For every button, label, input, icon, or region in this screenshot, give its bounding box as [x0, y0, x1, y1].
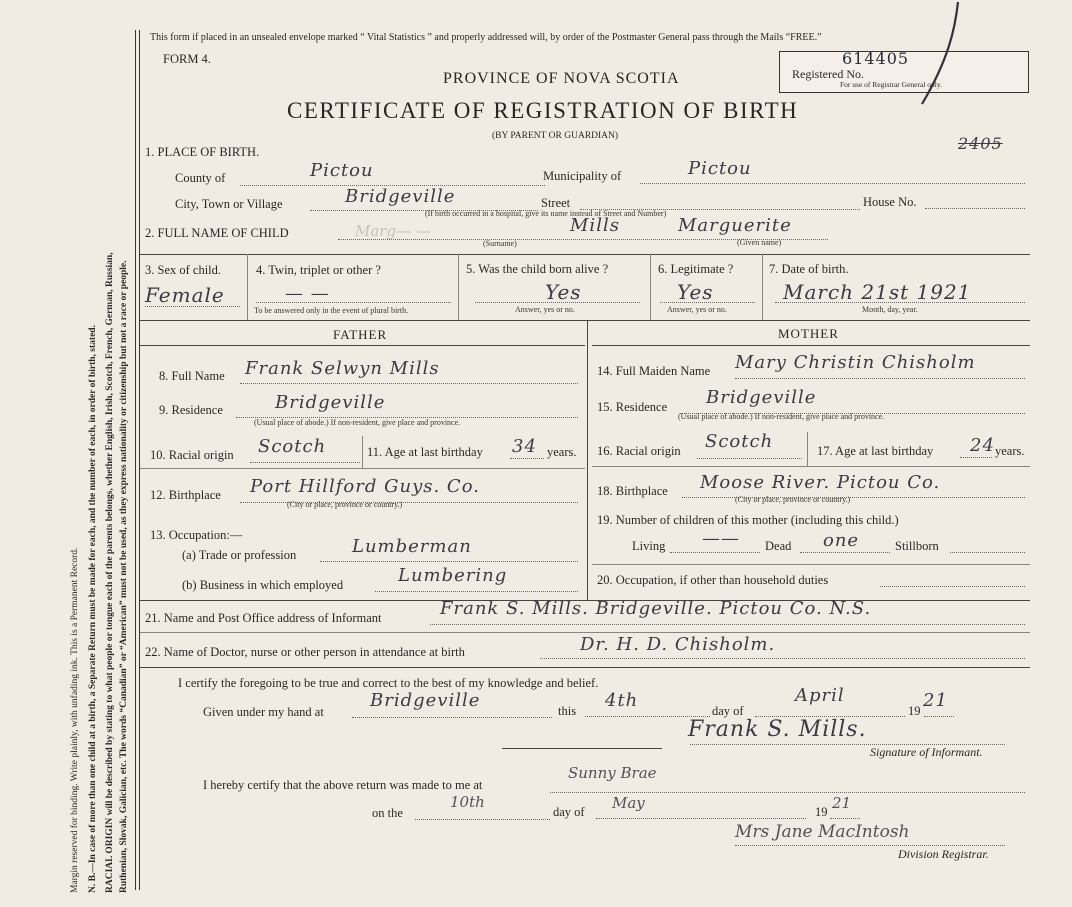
registrar-year-value: 21 — [832, 794, 852, 812]
this-label: this — [558, 704, 577, 718]
father-birthplace-label: 12. Birthplace — [150, 488, 221, 502]
registrar-day-of-label: day of — [553, 805, 585, 819]
business-line — [375, 591, 578, 592]
father-years-label: years. — [547, 445, 577, 459]
registrar-signature: Mrs Jane MacIntosh — [735, 822, 910, 842]
registrar-day-value: 10th — [450, 793, 485, 811]
crossed-number: 2405 — [958, 134, 1003, 153]
father-birthplace-value: Port Hillford Guys. Co. — [250, 476, 480, 497]
father-racial-rule — [140, 468, 585, 469]
informant-signature: Frank S. Mills. — [688, 717, 867, 742]
registrar-on-label: on the — [372, 806, 403, 820]
child-name-label: 2. FULL NAME OF CHILD — [145, 226, 289, 240]
registrar-place-line — [550, 792, 1025, 793]
alive-label: 5. Was the child born alive ? — [466, 262, 609, 276]
date-of-birth-value: March 21st 1921 — [783, 280, 972, 304]
legitimate-note: Answer, yes or no. — [667, 305, 727, 314]
living-value: —— — [702, 528, 740, 549]
dead-line — [800, 552, 890, 553]
mother-residence-label: 15. Residence — [597, 400, 668, 414]
child-row-divider — [247, 254, 248, 320]
child-row-divider — [650, 254, 651, 320]
municipality-label: Municipality of — [543, 169, 622, 183]
mother-rule — [592, 345, 1030, 346]
city-value: Bridgeville — [345, 186, 456, 207]
sex-label: 3. Sex of child. — [145, 263, 222, 277]
occupation-label: 13. Occupation:— — [150, 528, 243, 542]
date-line — [775, 302, 1025, 303]
form-number: FORM 4. — [163, 52, 211, 66]
registrar-month-line — [596, 818, 806, 819]
given-name-label: (Given name) — [737, 238, 782, 247]
given-under-label: Given under my hand at — [203, 705, 324, 719]
place-of-birth-label: 1. PLACE OF BIRTH. — [145, 145, 260, 159]
given-year-line — [924, 716, 954, 717]
alive-note: Answer, yes or no. — [515, 305, 575, 314]
certify-statement: I certify the foregoing to be true and correct to the best of my knowledge and belief. — [178, 676, 599, 690]
house-no-line — [925, 208, 1025, 209]
informant-signature-label: Signature of Informant. — [870, 745, 983, 759]
legitimate-value: Yes — [677, 280, 714, 304]
twin-note: To be answered only in the event of plural birth. — [254, 306, 409, 315]
date-of-birth-label: 7. Date of birth. — [769, 262, 849, 276]
hospital-note: (If birth occurred in a hospital, give its name instead of Street and Number) — [425, 209, 667, 218]
province-heading: PROVINCE OF NOVA SCOTIA — [443, 70, 680, 87]
child-row-bottom-rule — [140, 320, 1030, 321]
father-racial-value: Scotch — [258, 436, 327, 457]
city-label: City, Town or Village — [175, 197, 283, 211]
informant-value: Frank S. Mills. Bridgeville. Pictou Co. N.S. — [440, 598, 872, 619]
twin-line — [256, 302, 451, 303]
dead-label: Dead — [765, 539, 792, 553]
county-label: County of — [175, 171, 226, 185]
mother-birthplace-label: 18. Birthplace — [597, 484, 668, 498]
given-day-value: 4th — [605, 690, 639, 711]
mother-racial-value: Scotch — [705, 431, 774, 452]
margin-note-racial: RACIAL ORIGIN will be described by stating to what people or tongue each of the parents belongs, whether English, Irish, Scotch, French, German, Russian, — [105, 252, 115, 893]
registrar-day-line — [415, 819, 550, 820]
mother-occupation-line — [880, 586, 1025, 587]
twin-label: 4. Twin, triplet or other ? — [256, 263, 381, 277]
child-row-divider — [458, 254, 459, 320]
mother-children-rule — [592, 564, 1030, 565]
postal-notice: This form if placed in an unsealed envelope marked “ Vital Statistics ” and properly addressed will, by order of the Postmaster General pass through the Mails “FREE.” — [150, 32, 822, 43]
margin-border-inner — [139, 30, 140, 890]
street-label: Street — [541, 196, 571, 210]
father-heading: FATHER — [333, 327, 388, 342]
informant-rule — [140, 632, 1030, 633]
certificate-title: CERTIFICATE OF REGISTRATION OF BIRTH — [287, 98, 799, 123]
surname-label: (Surname) — [483, 239, 517, 248]
father-name-value: Frank Selwyn Mills — [245, 358, 440, 379]
informant-line — [430, 624, 1025, 625]
twin-value: — — — [285, 283, 330, 304]
business-value: Lumbering — [398, 565, 508, 586]
mother-birthplace-line — [682, 497, 1025, 498]
sex-line — [145, 306, 240, 307]
mother-heading: MOTHER — [778, 326, 839, 341]
mother-residence-value: Bridgeville — [706, 387, 817, 408]
given-month-value: April — [795, 685, 845, 706]
mother-racial-label: 16. Racial origin — [597, 444, 681, 458]
father-residence-note: (Usual place of abode.) If non-resident, give place and province. — [254, 418, 461, 427]
mother-age-value: 24 — [970, 435, 995, 456]
children-count-label: 19. Number of children of this mother (including this child.) — [597, 513, 899, 527]
mother-name-line — [735, 378, 1025, 379]
margin-note-binding: Margin reserved for binding. Write plainly, with unfading ink. This is a Permanent Record. — [70, 547, 80, 893]
informant-label: 21. Name and Post Office address of Informant — [145, 611, 382, 625]
mother-name-label: 14. Full Maiden Name — [597, 364, 711, 378]
alive-value: Yes — [545, 280, 582, 304]
child-surname: Mills — [570, 215, 620, 236]
father-age-value: 34 — [512, 436, 537, 457]
doctor-label: 22. Name of Doctor, nurse or other person in attendance at birth — [145, 645, 465, 659]
registrar-year-prefix: 19 — [815, 805, 828, 819]
mother-residence-note: (Usual place of abode.) If non-resident, give place and province. — [678, 412, 885, 421]
living-label: Living — [632, 539, 666, 553]
mother-age-label: 17. Age at last birthday — [817, 444, 934, 458]
trade-line — [320, 561, 578, 562]
margin-border — [135, 30, 136, 890]
trade-label: (a) Trade or profession — [182, 548, 297, 562]
house-no-label: House No. — [863, 195, 917, 209]
certificate-subtitle: (BY PARENT OR GUARDIAN) — [492, 131, 619, 141]
father-birthplace-note: (City or place, province or country.) — [287, 500, 403, 509]
father-age-label: 11. Age at last birthday — [367, 445, 483, 459]
mother-racial-rule — [592, 466, 1030, 467]
margin-note-nb: N. B.—In case of more than one child at a birth, a Separate Return must be made for each, and the number of each, in order of birth, stated. — [88, 325, 98, 893]
municipality-value: Pictou — [688, 158, 752, 179]
doctor-line — [540, 658, 1025, 659]
registrar-signature-line — [735, 845, 1005, 846]
ink-stroke — [900, 0, 970, 110]
given-place-value: Bridgeville — [370, 690, 481, 711]
legitimate-label: 6. Legitimate ? — [658, 262, 734, 276]
mother-years-label: years. — [995, 444, 1025, 458]
mother-occupation-label: 20. Occupation, if other than household duties — [597, 573, 829, 587]
parent-divider — [587, 320, 588, 600]
registrar-signature-label: Division Registrar. — [898, 847, 989, 861]
mother-racial-line — [697, 458, 802, 459]
date-note: Month, day, year. — [862, 305, 918, 314]
father-age-line — [510, 458, 544, 459]
father-residence-label: 9. Residence — [159, 403, 223, 417]
alive-line — [475, 302, 640, 303]
municipality-line — [640, 183, 1025, 184]
separator-rule — [502, 748, 662, 749]
registrar-place-value: Sunny Brae — [568, 764, 657, 782]
reg-label: Registered No. — [792, 67, 864, 81]
faded-name: Marg— — — [355, 222, 431, 240]
legitimate-line — [660, 302, 755, 303]
stillborn-line — [950, 552, 1025, 553]
registrar-statement: I hereby certify that the above return was made to me at — [203, 778, 483, 792]
given-year-prefix: 19 — [908, 704, 921, 718]
father-name-line — [240, 383, 578, 384]
given-place-line — [352, 717, 552, 718]
living-line — [670, 552, 760, 553]
mother-birthplace-value: Moose River. Pictou Co. — [700, 472, 941, 493]
mother-age-line — [960, 457, 992, 458]
child-given-name: Marguerite — [678, 215, 792, 236]
given-year-value: 21 — [923, 690, 948, 711]
sex-value: Female — [145, 283, 225, 307]
father-residence-value: Bridgeville — [275, 392, 386, 413]
father-racial-line — [250, 462, 360, 463]
mother-age-divider — [807, 432, 808, 466]
father-age-divider — [362, 436, 363, 468]
mother-birthplace-note: (City or place, province or country.) — [735, 495, 851, 504]
child-row-top-rule — [140, 254, 1030, 255]
father-racial-label: 10. Racial origin — [150, 448, 234, 462]
father-rule — [140, 345, 585, 346]
registrar-month-value: May — [612, 794, 645, 812]
business-label: (b) Business in which employed — [182, 578, 344, 592]
doctor-rule — [140, 667, 1030, 668]
trade-value: Lumberman — [352, 536, 472, 557]
margin-note-racial-2: Ruthenian, Slovak, Galician, etc. The words “Canadian” or “American” must not be used, as they express nationality or citizenship but not a race or people. — [119, 260, 129, 893]
reg-note: For use of Registrar General only. — [840, 80, 942, 89]
dead-value: one — [823, 530, 860, 551]
registrar-year-line — [830, 818, 860, 819]
father-name-label: 8. Full Name — [159, 369, 225, 383]
mother-name-value: Mary Christin Chisholm — [735, 352, 976, 373]
given-day-of-label: day of — [712, 704, 744, 718]
county-value: Pictou — [310, 160, 374, 181]
child-row-divider — [762, 254, 763, 320]
doctor-value: Dr. H. D. Chisholm. — [580, 634, 776, 655]
stillborn-label: Stillborn — [895, 539, 939, 553]
reg-number: 614405 — [842, 49, 910, 68]
